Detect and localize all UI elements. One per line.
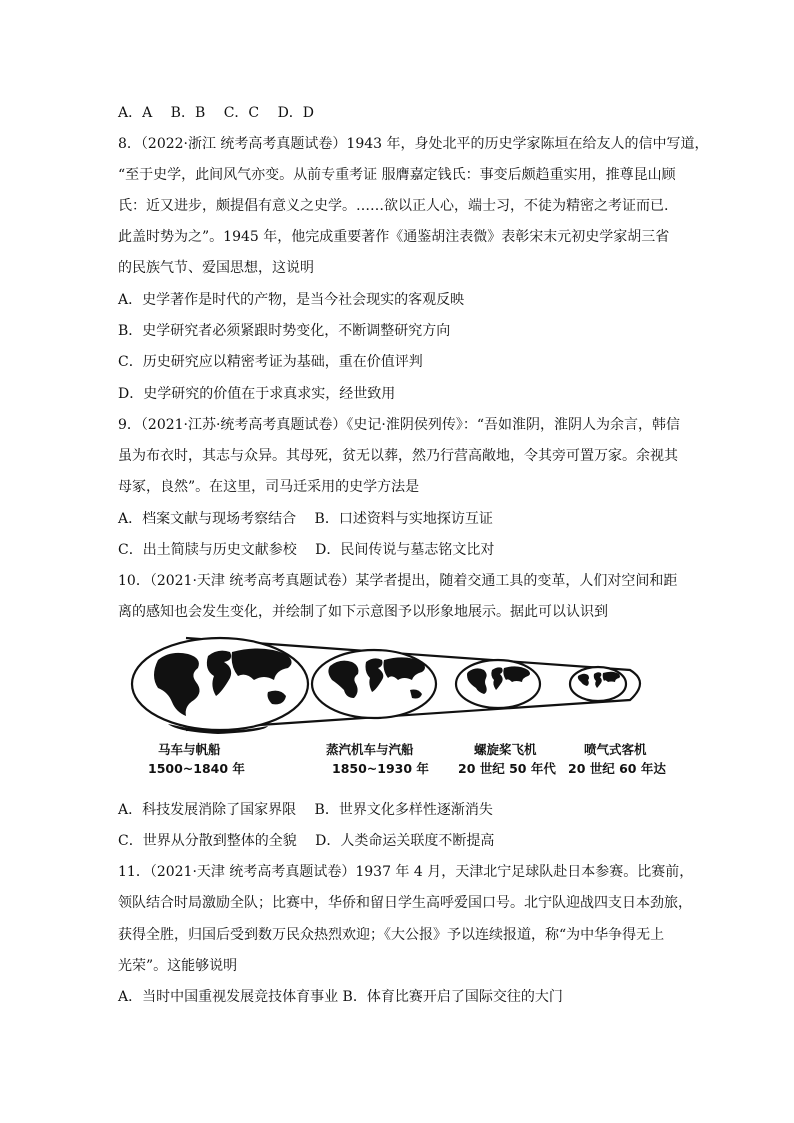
q8-stem-line-5: 的民族气节、爱国思想，这说明	[118, 260, 314, 276]
stage-period-steam-train: 1850~1930 年	[332, 761, 429, 776]
stage-label-jet-airliner: 喷气式客机	[584, 742, 647, 757]
q7-options: A．A B．B C．C D．D	[118, 105, 315, 121]
stage-label-propeller-plane: 螺旋桨飞机	[474, 742, 537, 757]
transport-globe-figure	[128, 630, 668, 780]
q9-stem-line-1: 9．（2021·江苏·统考高考真题试卷）《史记·淮阴侯列传》：“吾如淮阴，淮阴人为余言，韩信	[118, 417, 681, 433]
q9-options-row-2: C．出土简牍与历史文献参校 D．民间传说与墓志铭文比对	[118, 542, 495, 558]
globe-jet-airliner	[570, 667, 626, 701]
stage-period-propeller-plane: 20 世纪 50 年代	[458, 761, 556, 776]
q8-option-b: B．史学研究者必须紧跟时势变化，不断调整研究方向	[118, 323, 451, 339]
q8-stem-line-2: “至于史学，此间风气亦变。从前专重考证 服膺嘉定钱氏：事变后颇趋重实用，推尊昆山顾	[118, 167, 676, 183]
q8-stem-line-3: 氏：近又进步，颇提倡有意义之史学。……欲以正人心，端士习，不徒为精密之考证而已.	[118, 198, 669, 214]
q9-stem-line-3: 母冢，良然”。在这里，司马迁采用的史学方法是	[118, 479, 420, 495]
q11-options-row-1: A．当时中国重视发展竞技体育事业 B．体育比赛开启了国际交往的大门	[118, 989, 563, 1005]
stage-period-jet-airliner: 20 世纪 60 年达	[568, 761, 666, 776]
q8-stem-line-1: 8．（2022·浙江 统考高考真题试卷）1943 年，身处北平的历史学家陈垣在给友人的信中写道，	[118, 136, 709, 152]
globe-steam-train	[312, 650, 436, 718]
q8-option-d: D．史学研究的价值在于求真求实，经世致用	[118, 386, 396, 402]
q9-stem-line-2: 虽为布衣时，其志与众异。其母死，贫无以葬，然乃行营高敞地，令其旁可置万家。余视其	[118, 448, 678, 464]
q9-options-row-1: A．档案文献与现场考察结合 B．口述资料与实地探访互证	[118, 511, 493, 527]
globe-horse-carriage	[132, 638, 308, 734]
globe-propeller-plane	[456, 660, 540, 708]
q8-stem-line-4: 此盖时势为之”。1945 年，他完成重要著作《通鉴胡注表微》表彰宋末元初史学家胡三省	[118, 229, 670, 245]
q10-stem-line-2: 离的感知也会发生变化，并绘制了如下示意图予以形象地展示。据此可以认识到	[118, 604, 608, 620]
q11-stem-line-4: 光荣”。这能够说明	[118, 958, 238, 974]
q8-option-c: C．历史研究应以精密考证为基础，重在价值评判	[118, 354, 423, 370]
stage-label-horse-carriage: 马车与帆船	[158, 742, 221, 757]
q8-option-a: A．史学著作是时代的产物，是当今社会现实的客观反映	[118, 292, 465, 308]
globe-funnel-diagram	[128, 630, 668, 780]
q11-stem-line-1: 11．（2021·天津 统考高考真题试卷）1937 年 4 月，天津北宁足球队赴日本参赛。比赛前，	[118, 864, 694, 880]
stage-period-horse-carriage: 1500~1840 年	[148, 761, 245, 776]
stage-label-steam-train: 蒸汽机车与汽船	[326, 742, 414, 757]
q10-options-row-1: A．科技发展消除了国家界限 B．世界文化多样性逐渐消失	[118, 802, 493, 818]
q11-stem-line-3: 获得全胜，归国后受到数万民众热烈欢迎；《大公报》予以连续报道，称“为中华争得无上	[118, 927, 665, 943]
q10-options-row-2: C．世界从分散到整体的全貌 D．人类命运关联度不断提高	[118, 833, 495, 849]
q11-stem-line-2: 领队结合时局激励全队；比赛中，华侨和留日学生高呼爱国口号。北宁队迎战四支日本劲旅，	[118, 895, 692, 911]
q10-stem-line-1: 10．（2021·天津 统考高考真题试卷）某学者提出，随着交通工具的变革，人们对空间和距	[118, 573, 678, 589]
